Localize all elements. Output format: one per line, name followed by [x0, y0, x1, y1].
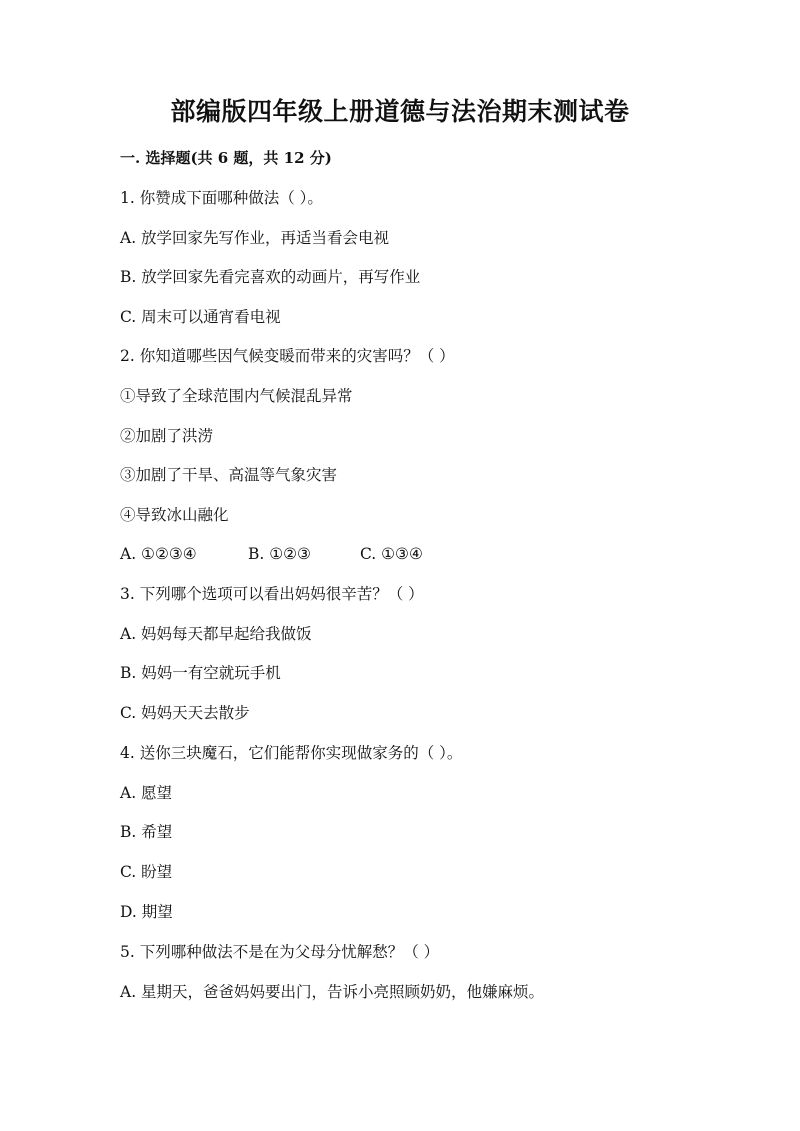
question-4-stem: 4. 送你三块魔石，它们能帮你实现做家务的（ ）。: [120, 744, 463, 762]
question-4-option-a: A. 愿望: [120, 784, 173, 802]
question-1-option-c: C. 周末可以通宵看电视: [120, 308, 281, 326]
question-1-stem: 1. 你赞成下面哪种做法（ ）。: [120, 189, 323, 207]
question-5-option-a: A. 星期天，爸爸妈妈要出门，告诉小亮照顾奶奶，他嫌麻烦。: [120, 983, 545, 1001]
question-2-options: [120, 544, 423, 564]
question-2-statement-3: ③加剧了干旱、高温等气象灾害: [120, 466, 338, 484]
question-4-option-d: D. 期望: [120, 903, 173, 921]
question-4-option-b: B. 希望: [120, 823, 173, 841]
question-3-option-c: C. 妈妈天天去散步: [120, 704, 250, 722]
question-2-option-a: A. ①②③④: [120, 545, 197, 563]
question-4-option-c: C. 盼望: [120, 863, 173, 881]
question-3-option-a: A. 妈妈每天都早起给我做饭: [120, 625, 312, 643]
question-3-stem: 3. 下列哪个选项可以看出妈妈很辛苦？（ ）: [120, 585, 424, 603]
question-2-statement-4: ④导致冰山融化: [120, 506, 229, 524]
question-1-option-b: B. 放学回家先看完喜欢的动画片，再写作业: [120, 268, 421, 286]
question-2-option-c: C. ①③④: [360, 545, 423, 563]
section-heading: 一. 选择题(共 6 题，共 12 分): [120, 149, 332, 167]
question-2-option-b: B. ①②③: [248, 545, 311, 563]
page-title: 部编版四年级上册道德与法治期末测试卷: [170, 97, 630, 126]
question-2-statement-1: ①导致了全球范围内气候混乱异常: [120, 387, 353, 405]
question-5-stem: 5. 下列哪种做法不是在为父母分忧解愁？（ ）: [120, 943, 440, 961]
question-1-option-a: A. 放学回家先写作业，再适当看会电视: [120, 229, 390, 247]
question-3-option-b: B. 妈妈一有空就玩手机: [120, 664, 281, 682]
question-2-stem: 2. 你知道哪些因气候变暖而带来的灾害吗？（ ）: [120, 347, 455, 365]
question-2-statement-2: ②加剧了洪涝: [120, 427, 214, 445]
